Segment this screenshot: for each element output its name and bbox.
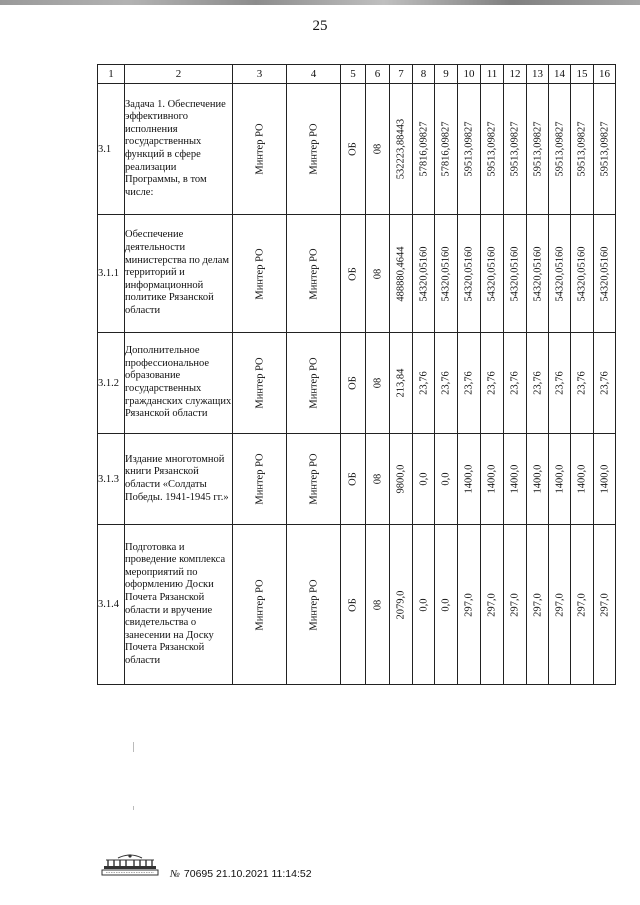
value-cell: 297,0	[509, 592, 521, 617]
row-name: Задача 1. Обеспечение эффективного исполнения государственных функций в сфере реализации Программы, в том числе:	[125, 84, 233, 215]
value-cell: 0,0	[440, 597, 452, 612]
value-cell: 297,0	[463, 592, 475, 617]
value-cell: 23,76	[486, 371, 498, 395]
header-cell: 3	[233, 65, 287, 84]
value-cell: 0,0	[418, 597, 429, 612]
table-row	[98, 525, 616, 685]
value-cell: 0,0	[440, 472, 452, 486]
fund-source-cell: ОБ	[347, 142, 359, 156]
row-number: 3.1.3	[98, 434, 125, 525]
header-cell: 10	[458, 65, 481, 84]
table-row	[98, 84, 616, 215]
header-cell: 2	[125, 65, 233, 84]
fund-source-cell: ОБ	[347, 376, 359, 390]
coexecutor-cell: Минтер РО	[308, 123, 319, 175]
executor-cell: Минтер РО	[254, 247, 265, 300]
code-cell: 08	[372, 143, 383, 155]
header-cell: 1	[98, 65, 125, 84]
code-cell: 08	[372, 599, 383, 610]
value-cell: 23,76	[440, 371, 452, 395]
value-cell: 23,76	[576, 371, 588, 395]
row-name: Подготовка и проведение комплекса мероприятий по оформлению Доски Почета Рязанской области и вручение свидетельства о занесении на Доску Почета Рязанской области	[125, 525, 233, 685]
value-cell: 23,76	[463, 371, 475, 395]
value-cell: 54320,05160	[463, 245, 475, 302]
value-cell: 57816,09827	[440, 121, 452, 177]
value-cell: 1400,0	[532, 464, 543, 494]
coexecutor-cell: Минтер РО	[308, 247, 319, 300]
scan-mark	[133, 806, 134, 810]
value-cell: 297,0	[576, 592, 588, 617]
value-cell: 1400,0	[599, 464, 610, 494]
executor-cell: Минтер РО	[254, 123, 265, 175]
value-cell: 2079,0	[395, 590, 407, 619]
value-cell: 59513,09827	[509, 121, 521, 177]
value-cell: 54320,05160	[532, 245, 543, 302]
row-number: 3.1.4	[98, 525, 125, 685]
header-cell: 8	[413, 65, 435, 84]
header-cell: 14	[549, 65, 571, 84]
table-row	[98, 434, 616, 525]
code-cell: 08	[372, 377, 383, 389]
value-cell: 59513,09827	[532, 121, 543, 177]
executor-cell: Минтер РО	[254, 578, 265, 631]
value-cell: 57816,09827	[418, 121, 429, 177]
code-cell: 08	[372, 268, 383, 279]
header-cell: 5	[341, 65, 366, 84]
code-cell: 08	[372, 473, 383, 485]
program-table	[97, 64, 616, 685]
value-cell: 23,76	[532, 371, 543, 395]
value-cell: 54320,05160	[440, 245, 452, 302]
value-cell: 59513,09827	[599, 121, 610, 177]
value-cell: 1400,0	[554, 464, 565, 494]
table-row	[98, 333, 616, 434]
value-cell: 23,76	[554, 371, 565, 395]
coexecutor-cell: Минтер РО	[308, 453, 319, 505]
coexecutor-cell: Минтер РО	[308, 357, 319, 409]
row-name: Издание многотомной книги Рязанской области «Солдаты Победы. 1941-1945 гг.»	[125, 434, 233, 525]
value-cell: 213,84	[395, 368, 407, 398]
value-cell: 59513,09827	[576, 121, 588, 177]
registry-stamp-text: 70695 21.10.2021 11:14:52	[183, 868, 312, 880]
header-cell: 13	[527, 65, 549, 84]
header-cell: 7	[390, 65, 413, 84]
value-cell: 9800,0	[395, 464, 407, 494]
row-number: 3.1.1	[98, 215, 125, 333]
executor-cell: Минтер РО	[254, 357, 265, 409]
value-cell: 488880,4644	[395, 245, 407, 302]
scan-mark	[133, 742, 134, 752]
value-cell: 0,0	[418, 472, 429, 486]
header-cell: 11	[481, 65, 504, 84]
value-cell: 1400,0	[576, 464, 588, 494]
executor-cell: Минтер РО	[254, 453, 265, 505]
header-cell: 16	[594, 65, 616, 84]
header-row	[98, 65, 616, 84]
header-cell: 15	[571, 65, 594, 84]
header-cell: 6	[366, 65, 390, 84]
value-cell: 297,0	[599, 592, 610, 617]
value-cell: 54320,05160	[418, 245, 429, 302]
registry-stamp	[170, 868, 312, 880]
coexecutor-cell: Минтер РО	[308, 578, 319, 631]
value-cell: 54320,05160	[486, 245, 498, 302]
value-cell: 23,76	[418, 371, 429, 395]
value-cell: 297,0	[532, 592, 543, 617]
value-cell: 1400,0	[509, 464, 521, 494]
header-cell: 9	[435, 65, 458, 84]
row-number: 3.1.2	[98, 333, 125, 434]
page-number: 25	[312, 18, 328, 34]
value-cell: 59513,09827	[486, 121, 498, 177]
value-cell: 297,0	[486, 592, 498, 617]
value-cell: 23,76	[509, 371, 521, 395]
value-cell: 59513,09827	[554, 121, 565, 177]
value-cell: 297,0	[554, 592, 565, 617]
value-cell: 1400,0	[463, 464, 475, 494]
value-cell: 54320,05160	[509, 245, 521, 302]
value-cell: 1400,0	[486, 464, 498, 494]
fund-source-cell: ОБ	[347, 472, 359, 486]
header-cell: 4	[287, 65, 341, 84]
value-cell: 59513,09827	[463, 121, 475, 177]
value-cell: 54320,05160	[599, 245, 610, 302]
table-row	[98, 215, 616, 333]
fund-source-cell: ОБ	[347, 597, 359, 612]
header-cell: 12	[504, 65, 527, 84]
registry-logo-icon	[100, 852, 160, 876]
value-cell: 54320,05160	[576, 245, 588, 302]
row-name: Обеспечение деятельности министерства по делам территорий и информационной политике Рязанской области	[125, 215, 233, 333]
number-sign: №	[170, 869, 180, 880]
value-cell: 54320,05160	[554, 245, 565, 302]
fund-source-cell: ОБ	[347, 266, 359, 281]
row-number: 3.1	[98, 84, 125, 215]
scan-edge	[0, 0, 640, 5]
value-cell: 23,76	[599, 371, 610, 395]
value-cell: 532223,88443	[395, 118, 407, 180]
row-name: Дополнительное профессиональное образование государственных гражданских служащих Рязанской области	[125, 333, 233, 434]
